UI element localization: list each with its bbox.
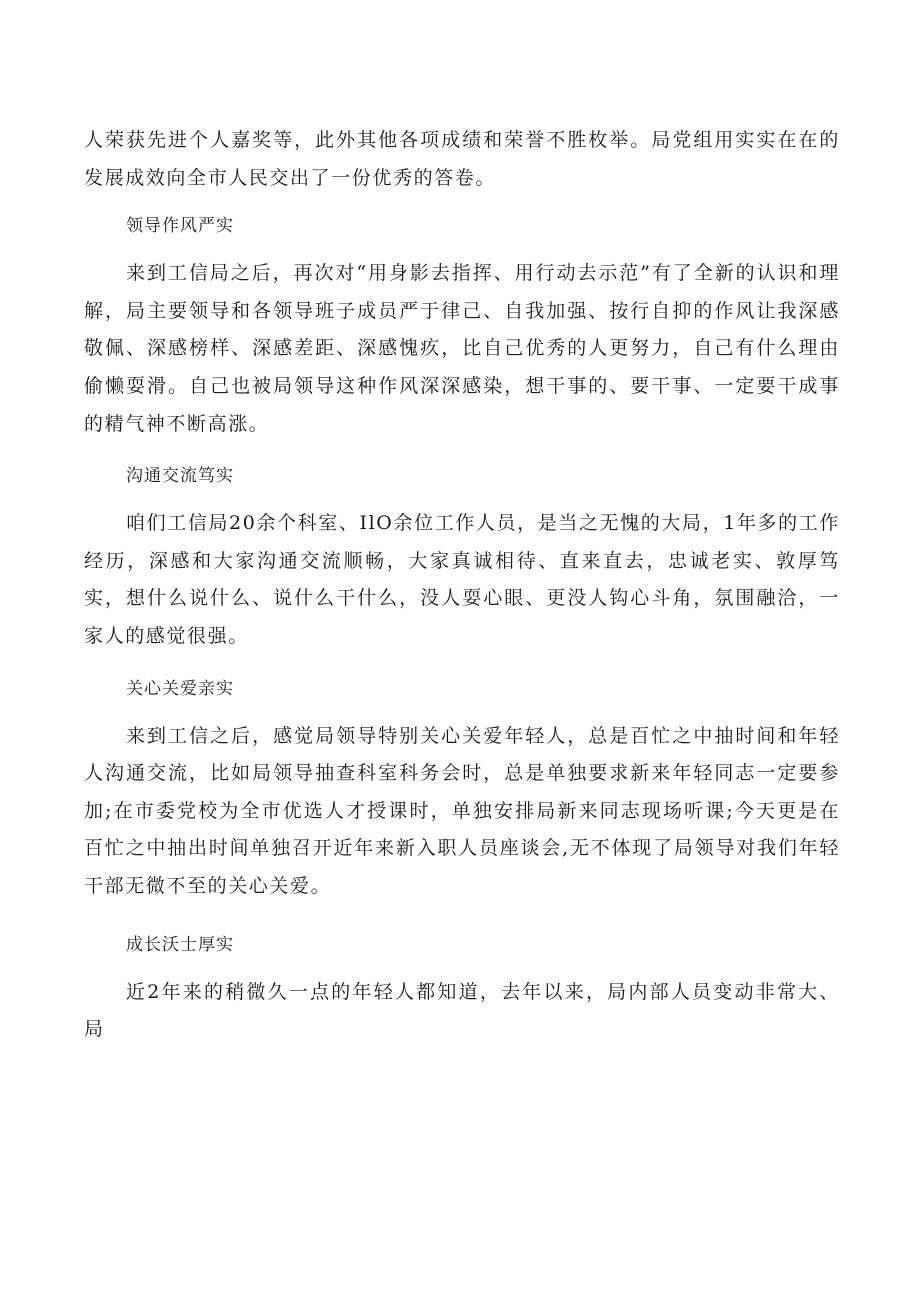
document-page bbox=[84, 122, 840, 1049]
section-body-leadership: 来到工信局之后，再次对“用身影去指挥、用行动去示范”有了全新的认识和理解，局主要领导和各领导班子成员严于律己、自我加强、按行自抑的作风让我深感敬佩、深感榜样、深感差距、深感愧疚，比自己优秀的人更努力，自己有什么理由偷懒耍滑。自己也被局领导这种作风深深感染，想干事的、要干事、一定要干成事的精气神不断高涨。 bbox=[84, 262, 840, 435]
section-heading-leadership: 领导作风严实 bbox=[126, 216, 234, 237]
section-body-growth: 近2年来的稍微久一点的年轻人都知道，去年以来，局内部人员变动非常大、局 bbox=[84, 980, 840, 1041]
section-body-communication: 咱们工信局20余个科室、IlO余位工作人员，是当之无愧的大局，1年多的工作经历，深感和大家沟通交流顺畅，大家真诚相待、直来直去，忠诚老实、敦厚笃实，想什么说什么、说什么干什么，没人耍心眼、更没人钩心斗角，氛围融洽，一家人的感觉很强。 bbox=[84, 512, 840, 647]
intro-paragraph: 人荣获先进个人嘉奖等，此外其他各项成绩和荣誉不胜枚举。局党组用实实在在的发展成效向全市人民交出了一份优秀的答卷。 bbox=[84, 129, 840, 189]
section-heading-growth: 成长沃士厚实 bbox=[126, 934, 234, 955]
section-heading-care: 关心关爱亲实 bbox=[126, 678, 234, 699]
section-heading-communication: 沟通交流笃实 bbox=[126, 466, 234, 487]
section-body-care: 来到工信之后，感觉局领导特别关心关爱年轻人，总是百忙之中抽时间和年轻人沟通交流，比如局领导抽查科室科务会时，总是单独要求新来年轻同志一定要参加;在市委党校为全市优选人才授课时，单独安排局新来同志现场听课;今天更是在百忙之中抽出时间单独召开近年来新入职人员座谈会,无不体现了局领导对我们年轻干部无微不至的关心关爱。 bbox=[84, 724, 840, 897]
